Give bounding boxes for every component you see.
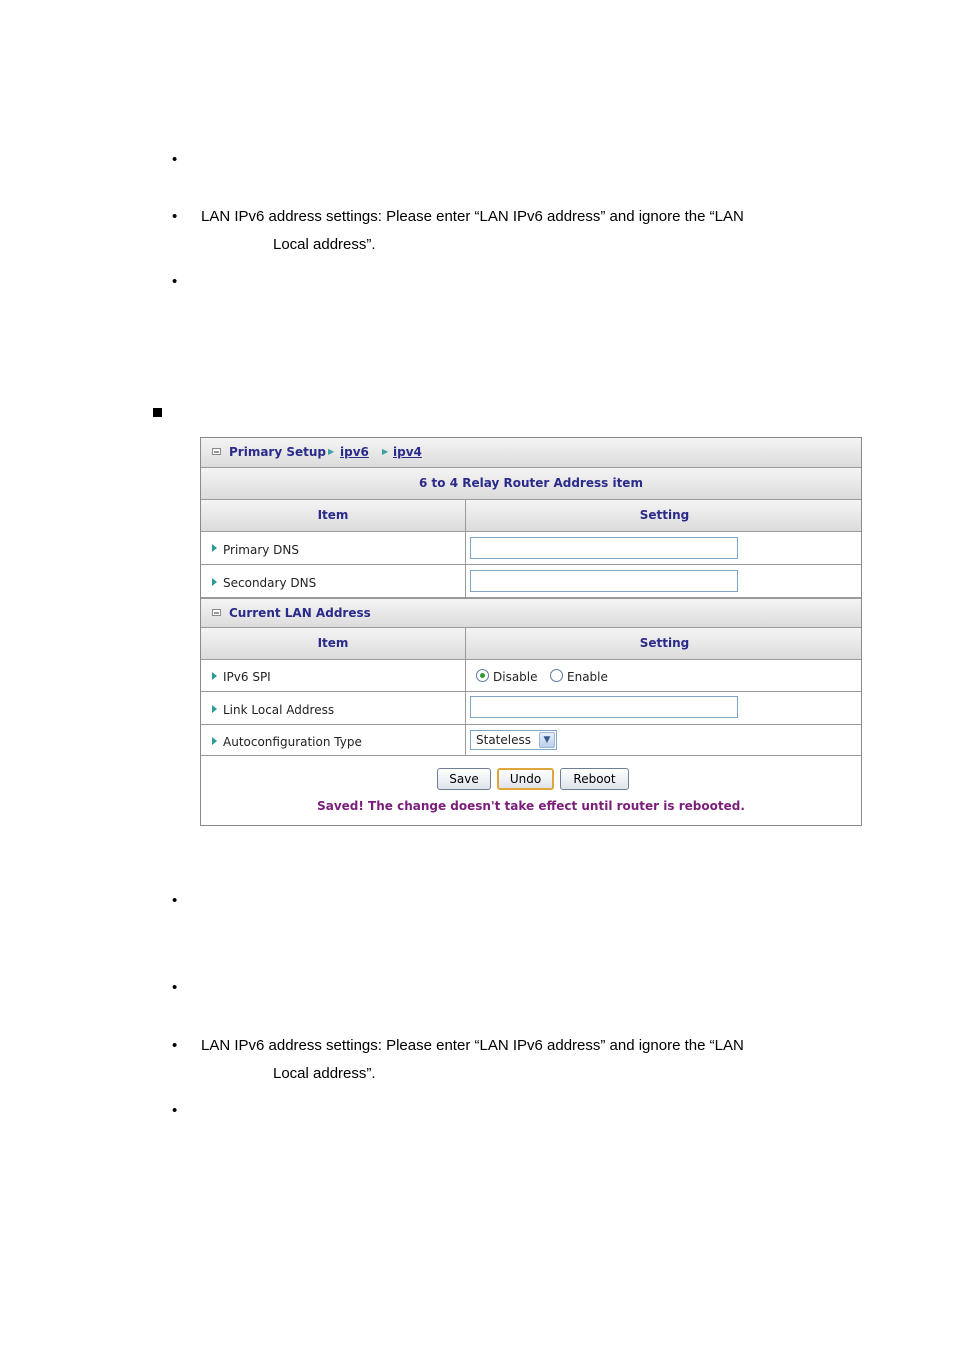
autoconf-selected-value: Stateless [476,733,531,747]
primary-dns-input[interactable] [470,537,738,559]
bullet-dot: • [172,273,178,290]
column-header-item: Item [317,636,349,650]
row-arrow-icon [212,544,217,552]
bullet-dot: • [172,1037,178,1054]
spi-disable-radio[interactable] [476,669,489,682]
spi-enable-label: Enable [567,670,608,684]
save-button[interactable]: Save [437,768,491,790]
spi-disable-label: Disable [493,670,538,684]
table-row-secondary-dns [201,565,861,598]
section-box-icon [212,609,221,616]
bullet-dot: • [172,1102,178,1119]
row-arrow-icon [212,705,217,713]
breadcrumb-arrow-icon: ▶ [382,447,389,456]
table-row-ipv6-spi [201,660,861,692]
table-row-autoconf [201,725,861,756]
bullet-dot: • [172,979,178,996]
spi-enable-radio[interactable] [550,669,563,682]
table-header [201,628,861,660]
section-title-lan: Current LAN Address [229,606,371,620]
link-local-label: Link Local Address [223,703,335,717]
column-header-item: Item [317,508,349,522]
secondary-dns-input[interactable] [470,570,738,592]
column-header-setting: Setting [639,508,690,522]
section-title-relay: 6 to 4 Relay Router Address item [419,476,643,490]
table-row-link-local [201,692,861,725]
paragraph-line: Local address”. [273,236,376,253]
breadcrumb-title: Primary Setup [229,445,326,459]
table-row-primary-dns [201,532,861,565]
row-arrow-icon [212,672,217,680]
section-header-lan [201,598,861,628]
primary-dns-label: Primary DNS [223,543,300,557]
column-header-setting: Setting [639,636,690,650]
square-bullet-icon [153,408,162,417]
status-message: Saved! The change doesn't take effect until router is rebooted. [317,799,745,813]
paragraph-line: LAN IPv6 address settings: Please enter “LAN IPv6 address” and ignore the “LAN [201,1037,744,1054]
router-config-panel [200,437,862,826]
row-arrow-icon [212,578,217,586]
autoconf-type-select[interactable] [470,730,557,750]
bullet-dot: • [172,208,178,225]
secondary-dns-label: Secondary DNS [223,576,317,590]
breadcrumb-link-ipv6[interactable]: ipv6 [340,445,369,459]
paragraph-line: LAN IPv6 address settings: Please enter “LAN IPv6 address” and ignore the “LAN [201,208,744,225]
breadcrumb [201,438,861,468]
breadcrumb-link-ipv4[interactable]: ipv4 [393,445,422,459]
section-header-relay [201,468,861,500]
link-local-input[interactable] [470,696,738,718]
bullet-dot: • [172,892,178,909]
reboot-button[interactable]: Reboot [560,768,629,790]
section-box-icon [212,448,221,455]
paragraph-line: Local address”. [273,1065,376,1082]
chevron-down-icon[interactable]: ▼ [539,732,555,748]
breadcrumb-arrow-icon: ▶ [328,447,335,456]
undo-button[interactable]: Undo [497,768,554,790]
autoconf-label: Autoconfiguration Type [223,735,362,749]
ipv6-spi-label: IPv6 SPI [223,670,271,684]
row-arrow-icon [212,737,217,745]
bullet-dot: • [172,151,178,168]
table-header [201,500,861,532]
